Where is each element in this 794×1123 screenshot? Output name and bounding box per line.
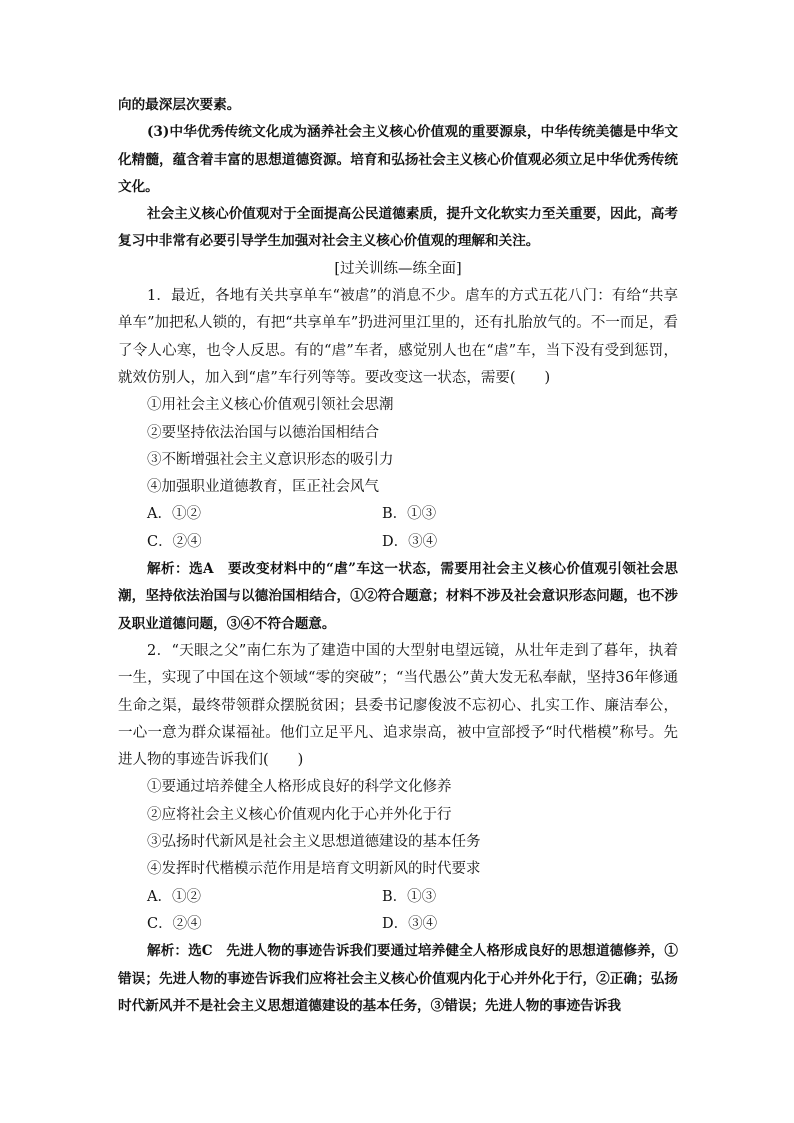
choice-row [118, 529, 678, 556]
intro-summary: 社会主义核心价值观对于全面提高公民道德素质，提升文化软实力至关重要，因此，高考复习中非常有必要引导学生加强对社会主义核心价值观的理解和关注。 [118, 206, 678, 250]
statement-option: ③弘扬时代新风是社会主义思想道德建设的基本任务 [147, 834, 481, 851]
choice-b: B．①③ [382, 888, 437, 905]
statement-option: ②应将社会主义核心价值观内化于心并外化于行 [147, 806, 452, 823]
choice-c: C．②④ [147, 915, 202, 932]
question-stem: 2．“天眼之父”南仁东为了建造中国的大型射电望远镜，从壮年走到了暮年，执着一生，实现了中国在这个领域“零的突破”；“当代愚公”黄大发无私奉献，坚持36年修通生命之渠，最终带领群众摆脱贫困；县委书记廖俊波不忘初心、扎实工作、廉洁奉公，一心一意为群众谋福祉。他们立足平凡、追求崇高，被中宣部授予“时代楷模”称号。先进人物的事迹告诉我们( ) [118, 642, 678, 769]
statement-option: ②要坚持依法治国与以德治国相结合 [147, 424, 379, 441]
choice-row [118, 884, 678, 911]
choice-row [118, 501, 678, 528]
question-stem: 1．最近，各地有关共享单车“被虐”的消息不少。虐车的方式五花八门：有给“共享单车”加把私人锁的，有把“共享单车”扔进河里江里的，还有扎胎放气的。不一而足，看了令人心寒，也令人反思。有的“虐”车者，感觉别人也在“虐”车，当下没有受到惩罚，就效仿别人，加入到“虐”车行列等等。要改变这一状态，需要( ) [118, 288, 678, 386]
choice-d: D．③④ [382, 915, 438, 932]
choice-d: D．③④ [382, 533, 438, 550]
choice-b: B．①③ [382, 506, 437, 523]
document-page [118, 92, 678, 1020]
choice-row [118, 911, 678, 938]
choice-c: C．②④ [147, 533, 202, 550]
choice-a: A．①② [147, 506, 201, 523]
choice-a: A．①② [147, 888, 201, 905]
statement-option: ④发挥时代楷模示范作用是培育文明新风的时代要求 [147, 861, 481, 878]
statement-option: ①要通过培养健全人格形成良好的科学文化修养 [147, 779, 452, 796]
statement-option: ③不断增强社会主义意识形态的吸引力 [147, 451, 394, 468]
intro-point-3: (3)中华优秀传统文化成为涵养社会主义核心价值观的重要源泉，中华传统美德是中华文化精髓，蕴含着丰富的思想道德资源。培育和弘扬社会主义核心价值观必须立足中华优秀传统文化。 [118, 124, 678, 195]
intro-continuation: 向的最深层次要素。 [118, 97, 241, 113]
question-2 [118, 638, 678, 1020]
analysis: 解析：选C 先进人物的事迹告诉我们要通过培养健全人格形成良好的思想道德修养，①错误；先进人物的事迹告诉我们应将社会主义核心价值观内化于心并外化于行，②正确；弘扬时代新风并不是社会主义思想道德建设的基本任务，③错误；先进人物的事迹告诉我 [118, 943, 678, 1014]
analysis: 解析：选A 要改变材料中的“虐”车这一状态，需要用社会主义核心价值观引领社会思潮，坚持依法治国与以德治国相结合，①②符合题意；材料不涉及社会意识形态问题，也不涉及职业道德问题，③④不符合题意。 [118, 561, 678, 632]
question-1 [118, 283, 678, 638]
section-title: [过关训练—练全面] [334, 260, 462, 277]
statement-option: ①用社会主义核心价值观引领社会思潮 [147, 397, 394, 414]
statement-option: ④加强职业道德教育，匡正社会风气 [147, 479, 379, 496]
